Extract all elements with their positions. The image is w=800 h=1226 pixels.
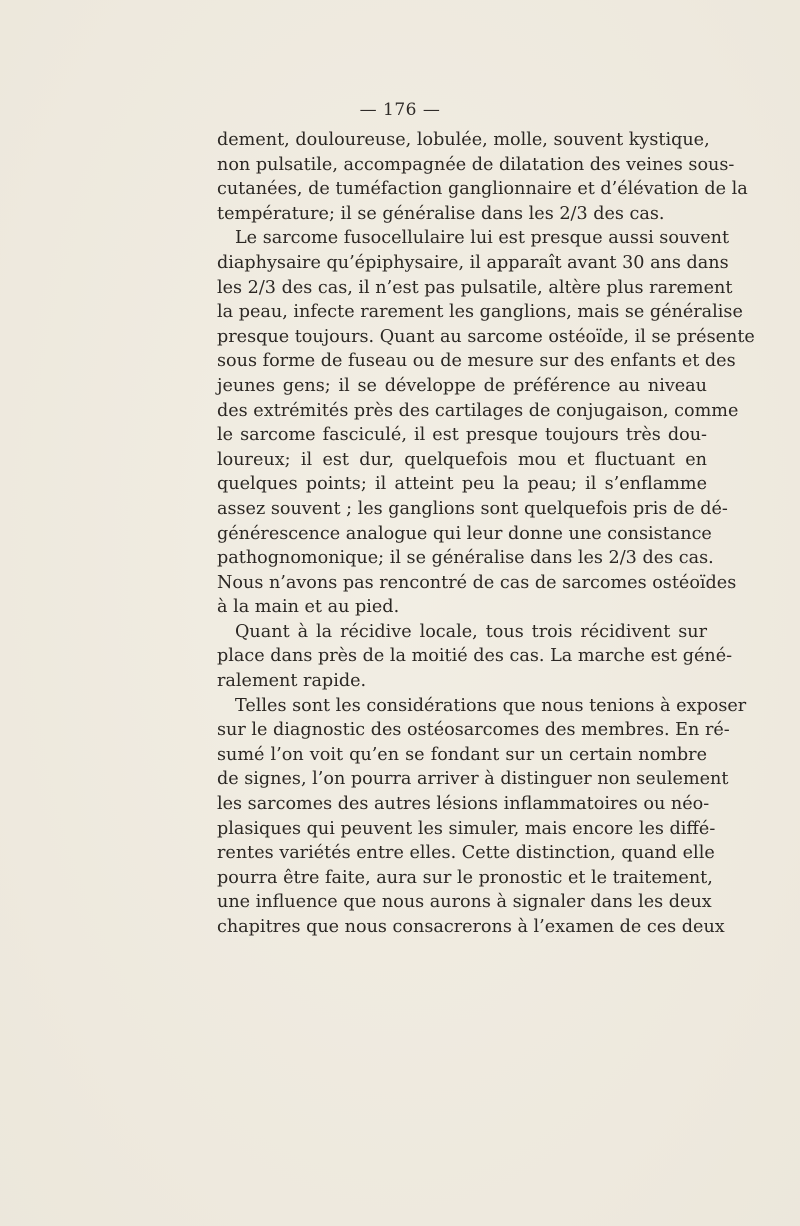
text-line: à la main et au pied. xyxy=(217,597,400,618)
page-number: — 176 — xyxy=(359,100,441,120)
text-line: les 2/3 des cas, il n’est pas pulsatile, altère plus rarement xyxy=(217,277,733,298)
text-line: les sarcomes des autres lésions inflammatoires ou néo- xyxy=(217,794,710,815)
text-line: jeunes gens; il se développe de préférence au niveau xyxy=(217,375,707,396)
text-line: le sarcome fasciculé, il est presque toujours très dou- xyxy=(217,425,707,446)
text-line: non pulsatile, accompagnée de dilatation des veines sous- xyxy=(217,154,735,175)
text-line: chapitres que nous consacrerons à l’examen de ces deux xyxy=(217,917,725,937)
text-line: sur le diagnostic des ostéosarcomes des membres. En ré- xyxy=(217,720,730,741)
text-line: place dans près de la moitié des cas. La marche est géné- xyxy=(217,646,733,667)
text-line: presque toujours. Quant au sarcome ostéoïde, il se présente xyxy=(217,326,755,347)
text-line: générescence analogue qui leur donne une consistance xyxy=(217,523,712,544)
paragraph-start-line: Telles sont les considérations que nous tenions à exposer xyxy=(235,695,747,716)
text-line: sous forme de fuseau ou de mesure sur des enfants et des xyxy=(217,351,736,372)
text-line: diaphysaire qu’épiphysaire, il apparaît avant 30 ans dans xyxy=(217,252,729,273)
text-line: des extrémités près des cartilages de conjugaison, comme xyxy=(217,400,739,421)
text-line: plasiques qui peuvent les simuler, mais encore les diffé- xyxy=(217,818,716,839)
text-line: température; il se généralise dans les 2/3 des cas. xyxy=(217,203,665,224)
text-line: cutanées, de tuméfaction ganglionnaire et d’élévation de la xyxy=(217,179,748,200)
text-line: une influence que nous aurons à signaler dans les deux xyxy=(217,892,712,913)
text-line: la peau, infecte rarement les ganglions, mais se généralise xyxy=(217,302,743,323)
text-line: loureux; il est dur, quelquefois mou et fluctuant en xyxy=(217,449,707,470)
paragraph-start-line: Le sarcome fusocellulaire lui est presque aussi souvent xyxy=(235,228,730,249)
text-line: assez souvent ; les ganglions sont quelquefois pris de dé- xyxy=(217,498,728,519)
text-line: de signes, l’on pourra arriver à distinguer non seulement xyxy=(217,769,729,790)
paragraph-start-line: Quant à la récidive locale, tous trois récidivent sur xyxy=(235,621,707,642)
text-line: pourra être faite, aura sur le pronostic et le traitement, xyxy=(217,867,713,888)
body-text xyxy=(217,128,755,940)
text-line: Nous n’avons pas rencontré de cas de sarcomes ostéoïdes xyxy=(217,572,737,593)
text-line: rentes variétés entre elles. Cette distinction, quand elle xyxy=(217,843,715,864)
text-line: sumé l’on voit qu’en se fondant sur un certain nombre xyxy=(217,744,707,765)
text-line: ralement rapide. xyxy=(217,671,367,692)
text-line: pathognomonique; il se généralise dans les 2/3 des cas. xyxy=(217,548,714,569)
text-line: dement, douloureuse, lobulée, molle, souvent kystique, xyxy=(217,130,710,150)
text-line: quelques points; il atteint peu la peau; il s’enflamme xyxy=(217,474,707,495)
